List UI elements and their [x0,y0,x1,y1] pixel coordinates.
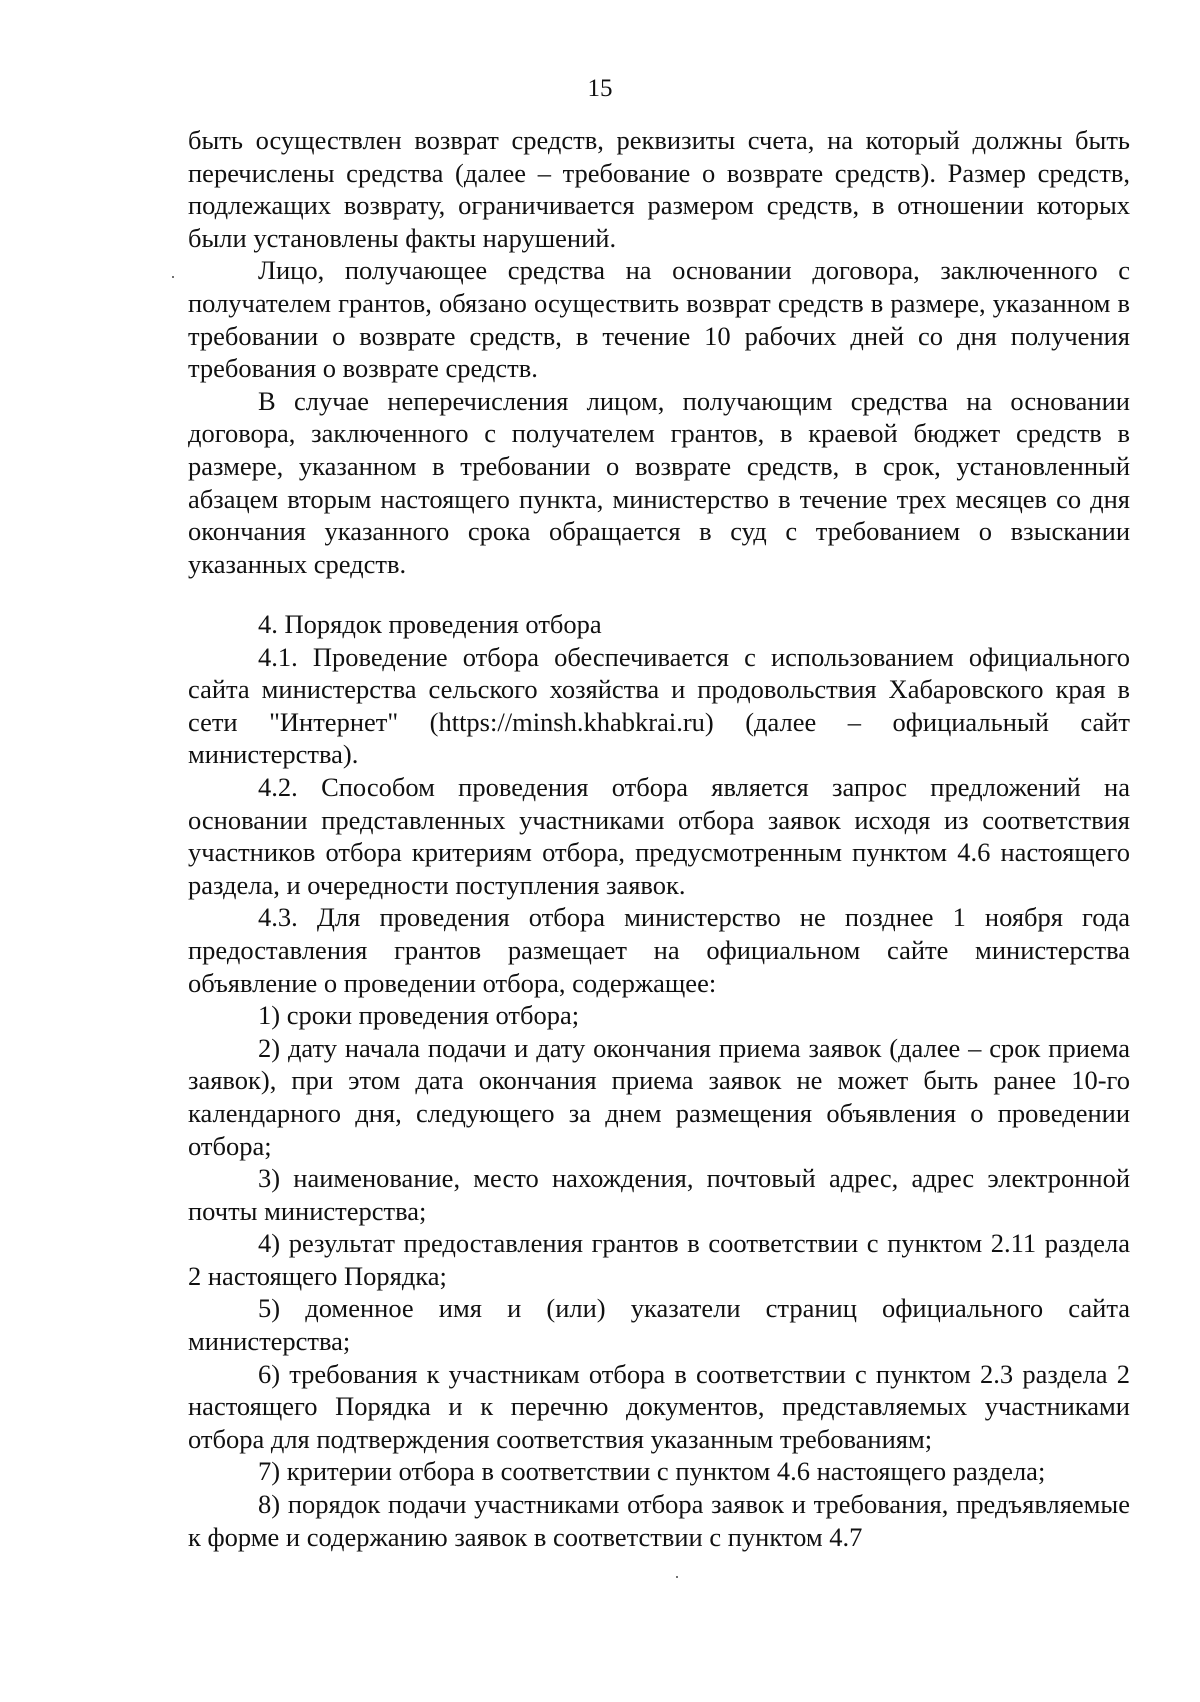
clause-4-1: 4.1. Проведение отбора обеспечивается с использованием официального сайта министерства сельского хозяйства и продовольствия Хабаровского края в сети "Интернет" (https://minsh.khabkrai.ru) (далее – официальный сайт министерства). [188,641,1130,770]
list-item-8: 8) порядок подачи участниками отбора заявок и требования, предъявляемые к форме и содержанию заявок в соответствии с пунктом 4.7 [188,1489,1130,1552]
list-item-7: 7) критерии отбора в соответствии с пунктом 4.6 настоящего раздела; [258,1456,1046,1487]
list-item-1: 1) сроки проведения отбора; [258,1000,580,1031]
section-4 [188,608,1130,1553]
scan-speck [172,276,174,278]
page-number: 15 [587,75,613,102]
list-item-5: 5) доменное имя и (или) указатели страниц официального сайта министерства; [188,1293,1130,1357]
paragraph: В случае неперечисления лицом, получающим средства на основании договора, заключенного с получателем грантов, в краевой бюджет средств в размере, указанном в требовании о возврате средств, в срок, установленный абзацем вторым настоящего пункта, министерство в течение трех месяцев со дня окончания указанного срока обращается в суд с требованием о взыскании указанных средств. [188,385,1130,579]
list-item-3: 3) наименование, место нахождения, почтовый адрес, адрес электронной почты министерства; [188,1163,1130,1226]
continuation-text [188,124,1130,580]
section-heading: 4. Порядок проведения отбора [258,609,602,639]
scan-speck [676,1576,678,1578]
list-item-6: 6) требования к участникам отбора в соответствии с пунктом 2.3 раздела 2 настоящего Порядка и к перечню документов, представляемых участниками отбора для подтверждения соответствия указанным требованиям; [188,1358,1130,1454]
paragraph: Лицо, получающее средства на основании договора, заключенного с получателем грантов, обязано осуществить возврат средств в размере, указанном в требовании о возврате средств, в течение 10 рабочих дней со дня получения требования о возврате средств. [188,255,1130,384]
list-item-4: 4) результат предоставления грантов в соответствии с пунктом 2.11 раздела 2 настоящего Порядка; [188,1228,1130,1291]
clause-4-3: 4.3. Для проведения отбора министерство не позднее 1 ноября года предоставления грантов размещает на официальном сайте министерства объявление о проведении отбора, содержащее: [188,902,1130,998]
clause-4-2: 4.2. Способом проведения отбора является запрос предложений на основании представленных участниками отбора заявок исходя из соответствия участников отбора критериям отбора, предусмотренным пунктом 4.6 настоящего раздела, и очередности поступления заявок. [188,771,1130,900]
list-item-2: 2) дату начала подачи и дату окончания приема заявок (далее – срок приема заявок), при этом дата окончания приема заявок не может быть ранее 10-го календарного дня, следующего за днем размещения объявления о проведении отбора; [188,1032,1130,1161]
paragraph: быть осуществлен возврат средств, реквизиты счета, на который должны быть перечислены средства (далее – требование о возврате средств). Размер средств, подлежащих возврату, ограничивается размером средств, в отношении которых были установлены факты нарушений. [188,125,1130,253]
